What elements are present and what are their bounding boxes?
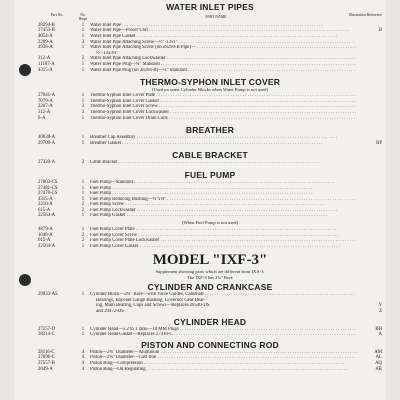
- part-row: [38, 244, 382, 250]
- part-name: Water Inlet Pipe Plug (on 28294-B)—¼" Standard . . .: [90, 68, 356, 74]
- section-title: PISTON AND CONNECTING ROD: [141, 339, 279, 350]
- illustration-ref: [356, 160, 382, 166]
- part-name: Thermo-Syphon Inlet Cover Drain Cock . . .: [90, 116, 356, 122]
- quantity: 3: [81, 104, 85, 110]
- part-name: Cylinder Block—2¾" Bore—with Valve Guides, Camshaft . . .: [90, 292, 356, 298]
- part-name: Fuel Pump Gasket . . .: [90, 213, 356, 219]
- quantity: 1: [81, 196, 85, 202]
- quantity: 3: [81, 39, 85, 45]
- part-name: Piston Ring—Compression . . .: [90, 361, 356, 367]
- part-name: Thermo-Syphon Inlet Cover Lockwasher . . .: [90, 110, 356, 116]
- quantity: 1: [81, 191, 85, 197]
- illustration-ref: [356, 68, 382, 74]
- part-name: Water Inlet Pipe . . .: [90, 23, 356, 29]
- part-number: 2049-A: [38, 366, 53, 372]
- header-part-no: Part No.: [50, 13, 64, 17]
- part-number: 1048-A: [38, 232, 53, 238]
- parts-list: [38, 160, 382, 166]
- quantity: 1: [81, 326, 85, 332]
- quantity: 1: [81, 67, 85, 73]
- quantity: 1: [81, 135, 85, 141]
- part-name: Water Inlet Pipe—Power Unit . . .: [90, 28, 356, 34]
- part-row: [38, 116, 382, 122]
- part-number: 27257-D: [38, 326, 56, 332]
- part-number: 615-A: [38, 238, 51, 244]
- part-name: Fuel Pump Cover Gasket . . .: [90, 244, 356, 250]
- model-title: MODEL "IXF-3": [152, 252, 268, 269]
- part-number: 27481-CS: [38, 185, 58, 191]
- quantity: 2: [81, 207, 85, 213]
- quantity: 1: [81, 45, 85, 51]
- part-number: 27041-A: [38, 93, 56, 99]
- part-name: Fuel Pump . . .: [90, 186, 356, 192]
- illustration-ref: H: [378, 28, 382, 34]
- part-number: 2207-A: [38, 104, 53, 110]
- quantity: 1: [81, 179, 85, 185]
- sub-note: (When Fuel Pump is not used): [181, 220, 238, 226]
- part-number: 615-A: [38, 207, 51, 213]
- part-number: 27453-B: [38, 28, 55, 34]
- quantity: 1: [81, 115, 85, 121]
- part-number: 4938-A: [38, 45, 53, 51]
- header-no-reqd: No. Reqd: [78, 13, 87, 22]
- part-number: 4315-A: [38, 196, 53, 202]
- parts-list: [38, 327, 382, 338]
- section-cylinder-and-crankcase: [38, 282, 382, 314]
- section-title: CABLE BRACKET: [172, 150, 248, 161]
- header-part-name: PART NAME: [205, 15, 227, 19]
- catalog-page: [14, 0, 386, 400]
- part-name: Fuel Pump Screw . . .: [90, 202, 356, 208]
- binder-hole: [19, 64, 31, 76]
- part-number: 6-A: [38, 115, 46, 121]
- part-number: 2210-A: [38, 202, 53, 208]
- quantity: [76, 309, 90, 315]
- part-name: Piston—2¾" Diameter—Cast Iron . . .: [90, 355, 356, 361]
- part-name: Fuel Pump Cover Screw . . .: [90, 233, 356, 239]
- section-title: FUEL PUMP: [184, 169, 236, 180]
- section-breather: [38, 125, 382, 146]
- quantity: 1: [81, 185, 85, 191]
- part-name: Fuel Pump Cover Plate . . .: [90, 227, 356, 233]
- part-row: [38, 160, 382, 166]
- column-headers: [38, 13, 382, 22]
- part-name: Water Inlet Pipe Attaching Screw—½"-13x1" . . .: [90, 40, 356, 46]
- part-number: 27096-C: [38, 355, 55, 361]
- part-name: Thermo-Syphon Inlet Cover Plate . . .: [90, 93, 356, 99]
- part-name: Water Inlet Pipe Attaching Lockwasher . . .: [90, 56, 356, 62]
- part-number: 28116-C: [38, 349, 55, 355]
- header-illustration-reference: Illustration Reference: [349, 13, 382, 17]
- part-number: 2209-A: [38, 39, 53, 45]
- quantity: 1: [81, 213, 85, 219]
- quantity: 1: [81, 140, 85, 146]
- section-piston-and-connecting-rod: [38, 340, 382, 372]
- part-name: Breather Gasket . . .: [90, 141, 356, 147]
- part-number: 4315-A: [38, 67, 53, 73]
- illustration-ref: RP: [376, 140, 382, 146]
- part-row: [38, 332, 382, 338]
- quantity: 1: [81, 243, 85, 249]
- quantity: 2: [81, 232, 85, 238]
- quantity: 4: [81, 366, 85, 372]
- part-number: 312-A: [38, 56, 51, 62]
- section-water-inlet-pipes: [38, 2, 382, 73]
- section-title: THERMO-SYPHON INLET COVER: [139, 77, 281, 88]
- part-name: Cylinder Head—5.2 to 1 ratio—18 MM Plugs . . .: [90, 327, 356, 333]
- part-row: [38, 367, 382, 373]
- illustration-ref: AR: [375, 366, 382, 372]
- illustration-ref: [356, 244, 382, 250]
- part-number: 22564-A: [38, 213, 56, 219]
- part-number: 27478-CS: [38, 191, 58, 197]
- part-name: Cylinder Head Gasket—Replaces 27310-C . . .: [90, 332, 356, 338]
- quantity: 1: [81, 227, 85, 233]
- part-name: Fuel Pump Reducing Bushing—¼"x⅛" . . .: [90, 197, 356, 203]
- quantity: 1: [81, 93, 85, 99]
- illustration-ref: Y: [378, 303, 382, 309]
- part-number: 22564-A: [38, 243, 56, 249]
- part-name: Cable Bracket . . .: [90, 160, 356, 166]
- quantity: 1: [81, 34, 85, 39]
- quantity: 4: [81, 349, 85, 355]
- part-number: 28294-B: [38, 22, 55, 28]
- binder-hole: [19, 274, 31, 286]
- quantity: 4: [81, 361, 85, 366]
- quantity: 1: [81, 332, 85, 338]
- quantity: 4: [81, 355, 85, 361]
- parts-list: [38, 292, 382, 314]
- illustration-ref: [356, 213, 382, 219]
- quantity: 3: [81, 109, 85, 115]
- part-name: Water Inlet Pipe Gasket . . .: [90, 34, 356, 40]
- parts-list: [38, 180, 382, 219]
- section-title: WATER INLET PIPES: [166, 2, 254, 12]
- part-number: 29709-A: [38, 140, 56, 146]
- part-name: and 29472-DS: [96, 309, 124, 315]
- part-number: 4054-A: [38, 34, 53, 39]
- part-number: 27320-A: [38, 160, 56, 166]
- parts-list: [38, 93, 382, 121]
- illustration-ref: AQ: [375, 361, 382, 366]
- section-thermo-syphon-inlet-cover: [38, 77, 382, 121]
- part-name: Thermo-Syphon Inlet Cover Gasket . . .: [90, 99, 356, 105]
- section-fuel-pump: [38, 170, 382, 250]
- model-note: Supplement showing parts which are different from IXA-3.: [155, 269, 265, 275]
- section-note: (Used on some Cylinder Blocks when Water Pump is not used): [152, 87, 268, 93]
- illustration-ref: Z: [379, 309, 382, 315]
- part-name: Water Inlet Pipe Plug—¼" Standard . . .: [90, 62, 356, 68]
- page-content: [38, 2, 382, 372]
- model-heading-block: [38, 252, 382, 280]
- part-name: ½"-13x3¼": [96, 50, 119, 56]
- part-row: [38, 141, 382, 147]
- part-name: Fuel Pump—Standard . . .: [90, 180, 356, 186]
- part-number: 312-A: [38, 109, 51, 115]
- parts-list: [38, 135, 382, 146]
- illustration-ref: AL: [375, 355, 382, 361]
- section-cylinder-head: [38, 317, 382, 338]
- part-name: Water Inlet Pipe Attaching Screw (on 28294-B Pipe)— . . .: [90, 45, 356, 51]
- quantity: 1: [81, 61, 85, 67]
- model-bore-note: The IXF-3 has 2¾" Bore: [187, 274, 233, 280]
- part-number: 40038-A: [38, 135, 56, 141]
- part-number: 29833-AS: [38, 292, 58, 298]
- quantity: 2: [81, 238, 85, 244]
- section-title: CYLINDER HEAD: [173, 316, 247, 327]
- part-name: Piston Ring—Oil Regulating . . .: [90, 367, 356, 373]
- part-row: [38, 68, 382, 74]
- part-name: Fuel Pump . . .: [90, 191, 356, 197]
- section-title: BREATHER: [185, 125, 235, 136]
- part-number: 27557-B: [38, 361, 55, 366]
- section-title: CYLINDER AND CRANKCASE: [147, 282, 273, 293]
- parts-list: [38, 227, 382, 249]
- illustration-ref: AM: [374, 349, 382, 355]
- quantity: 1: [81, 98, 85, 104]
- part-number: 7079-A: [38, 98, 53, 104]
- section-cable-bracket: [38, 150, 382, 166]
- part-row: [38, 213, 382, 219]
- part-number: 28214-C: [38, 332, 55, 338]
- quantity: 1: [81, 28, 85, 34]
- part-name: Fuel Pump Lockwasher . . .: [90, 208, 356, 214]
- part-name: Bearings, Bayonet Gauge Bushing, Governor Gear Bear-: [96, 297, 206, 303]
- quantity: 2: [81, 160, 85, 166]
- quantity: 1: [81, 22, 85, 28]
- part-name: Breather Cap Assembly . . .: [90, 135, 356, 141]
- part-name: Piston—2¾" Diameter—Aluminum . . .: [90, 350, 356, 356]
- part-row: [38, 309, 382, 315]
- illustration-ref: A: [378, 332, 382, 338]
- parts-list: [38, 23, 382, 73]
- illustration-ref: [356, 116, 382, 122]
- part-number: 4879-A: [38, 227, 53, 233]
- part-number: 11187-A: [38, 61, 55, 67]
- quantity: 2: [81, 202, 85, 208]
- quantity: 1: [81, 292, 85, 298]
- illustration-ref: BH: [375, 326, 382, 332]
- parts-list: [38, 350, 382, 372]
- part-name: ing, Main Bearing, Cups and Screws—Replaces 28540-DS: [96, 303, 210, 309]
- part-name: Fuel Pump Cover Plate Lockwasher . . .: [90, 238, 356, 244]
- part-number: 27803-CS: [38, 179, 58, 185]
- part-number: [38, 309, 76, 315]
- quantity: 2: [81, 56, 85, 62]
- part-name: Thermo-Syphon Inlet Cover Screw . . .: [90, 104, 356, 110]
